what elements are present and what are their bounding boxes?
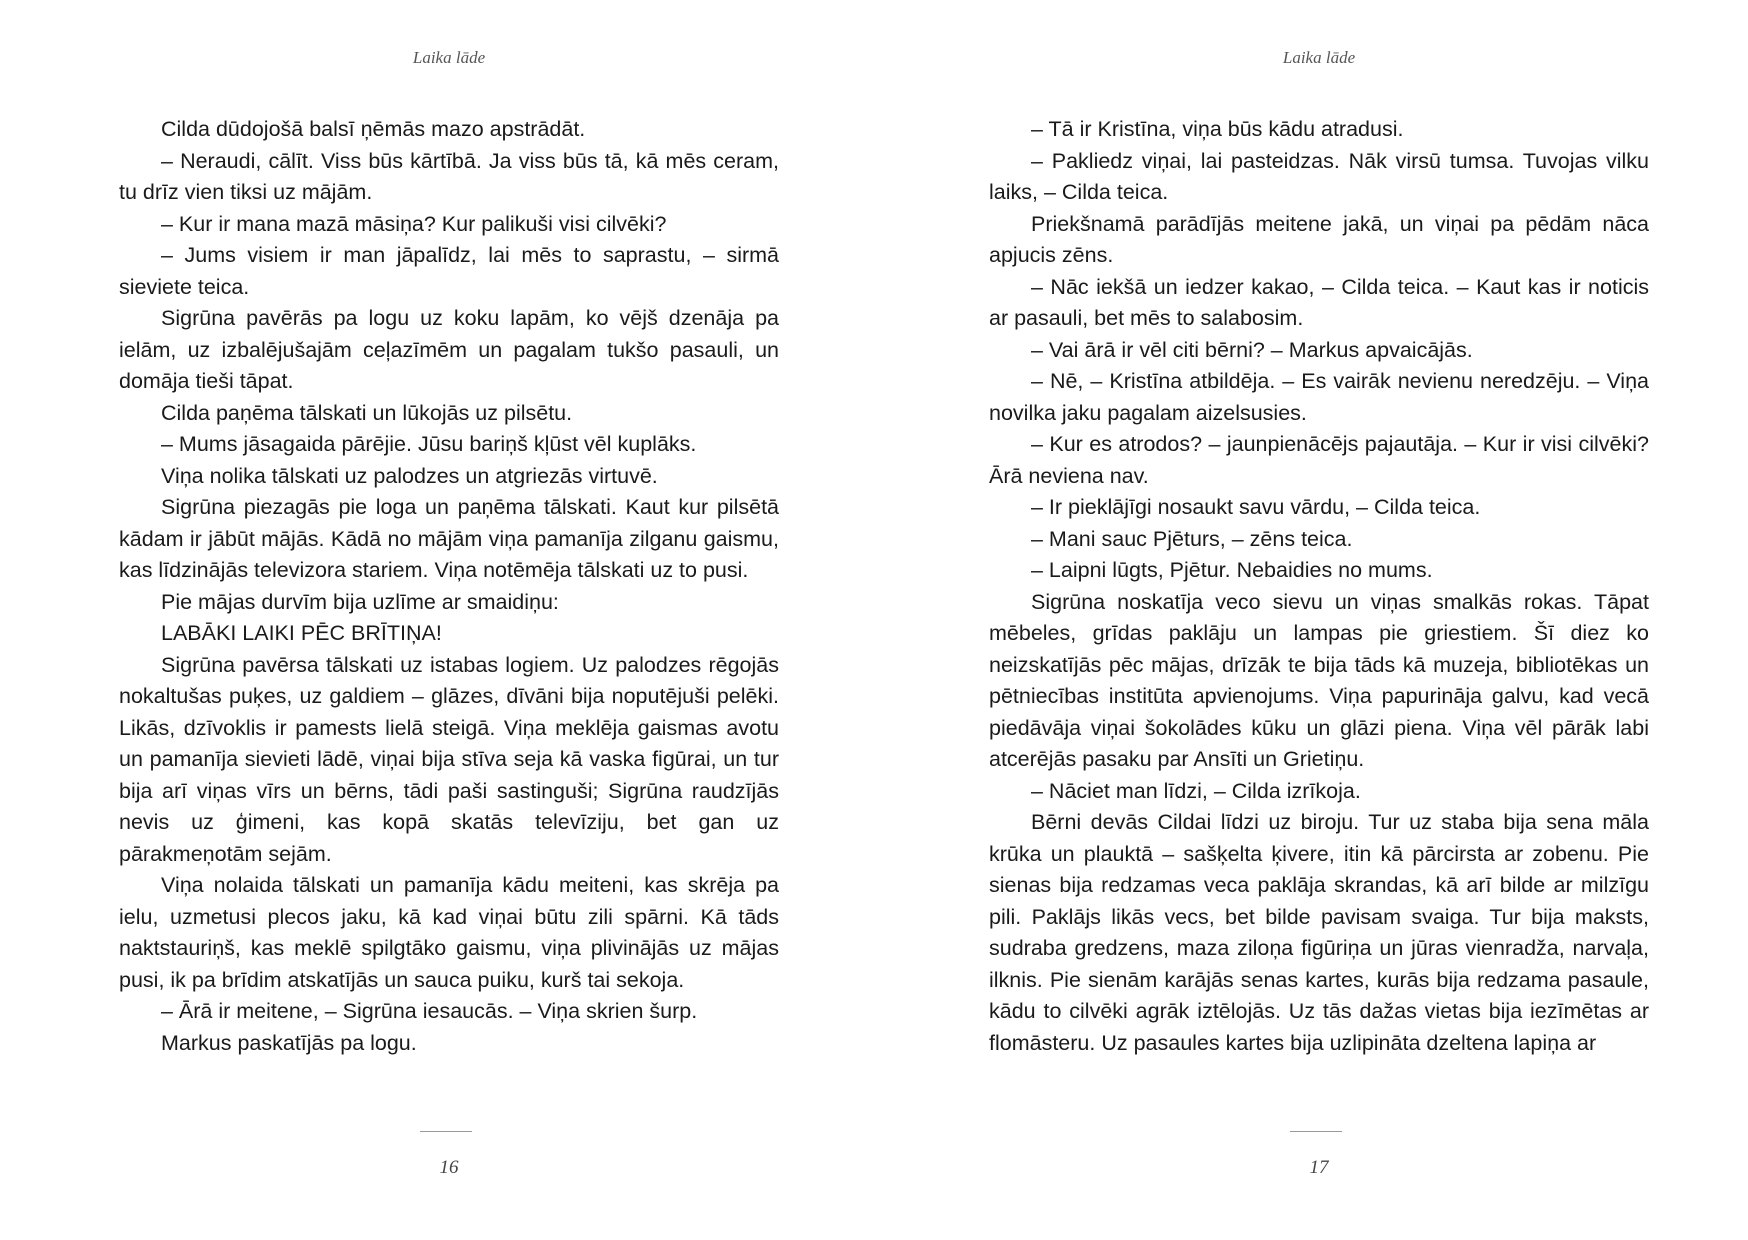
paragraph: – Ārā ir meitene, – Sigrūna iesaucās. – Viņa skrien šurp. [161,999,698,1023]
paragraph: – Nāciet man līdzi, – Cilda izrīkoja. [1031,778,1361,803]
paragraph: – Kur ir mana mazā māsiņa? Kur palikuši visi cilvēki? [161,211,667,236]
paragraph: – Ir pieklājīgi nosaukt savu vārdu, – Cilda teica. [1031,495,1481,519]
paragraph: – Pakliedz viņai, lai pasteidzas. Nāk virsū tumsa. Tuvojas vilku laiks, – Cilda teica. [989,148,1649,204]
paragraph: – Nē, – Kristīna atbildēja. – Es vairāk nevienu neredzēju. – Viņa novilka jaku pagalam aizelsusies. [989,369,1649,425]
paragraph: – Laipni lūgts, Pjētur. Nebaidies no mums. [1031,558,1433,582]
paragraph: – Mani sauc Pjēturs, – zēns teica. [1031,526,1353,551]
paragraph: – Mums jāsagaida pārējie. Jūsu bariņš kļūst vēl kuplāks. [161,432,697,456]
paragraph: Pie mājas durvīm bija uzlīme ar smaidiņu: [161,589,559,614]
folio-rule [420,1131,472,1132]
paragraph: – Tā ir Kristīna, viņa būs kādu atradusi. [1031,117,1404,141]
paragraph: – Neraudi, cālīt. Viss būs kārtībā. Ja viss būs tā, kā mēs ceram, tu drīz vien tiksi uz mājām. [119,148,779,204]
folio-rule [1290,1131,1342,1132]
paragraph: Viņa nolika tālskati uz palodzes un atgriezās virtuvē. [161,463,658,488]
paragraph: Sigrūna piezagās pie loga un paņēma tālskati. Kaut kur pilsētā kādam ir jābūt mājās. Kādā no mājām viņa pamanīja zilganu gaismu, kas līdzinājās televizora stariem. Viņa notēmēja tālskati uz to pusi. [119,495,779,582]
running-head: Laika lāde [412,48,486,67]
paragraph: Cilda dūdojošā balsī ņēmās mazo apstrādāt. [161,117,586,141]
paragraph: – Vai ārā ir vēl citi bērni? – Markus apvaicājās. [1031,337,1473,362]
right-page [989,0,1649,1240]
sign-text: LABĀKI LAIKI PĒC BRĪTIŅA! [161,621,442,645]
paragraph: Sigrūna pavērās pa logu uz koku lapām, ko vējš dzenāja pa ielām, uz izbalējušajām ceļazīmēm un pagalam tukšo pasauli, un domāja tieši tāpat. [119,306,779,393]
page-number: 17 [1309,1157,1329,1178]
paragraph: Priekšnamā parādījās meitene jakā, un viņai pa pēdām nāca apjucis zēns. [989,211,1649,267]
left-page [119,0,779,1240]
paragraph: – Nāc iekšā un iedzer kakao, – Cilda teica. – Kaut kas ir noticis ar pasauli, bet mēs to salabosim. [989,274,1649,330]
paragraph: Markus paskatījās pa logu. [161,1030,417,1055]
paragraph: Viņa nolaida tālskati un pamanīja kādu meiteni, kas skrēja pa ielu, uzmetusi plecos jaku, kā kad viņai būtu zili spārni. Kā tāds naktstauriņš, kas meklē spilgtāko gaismu, viņa plivinājās uz mājas pusi, ik pa brīdim atskatījās un sauca puiku, kurš tai sekoja. [119,873,779,992]
paragraph: – Kur es atrodos? – jaunpienācējs pajautāja. – Kur ir visi cilvēki? Ārā neviena nav. [989,432,1649,488]
running-head: Laika lāde [1282,48,1356,67]
paragraph: Sigrūna noskatīja veco sievu un viņas smalkās rokas. Tāpat mēbeles, grīdas paklāju un lampas pie griestiem. Šī diez ko neizskatījās pēc mājas, drīzāk te bija tāds kā muzeja, bibliotēkas un pētniecības institūta apvienojums. Viņa papurināja galvu, kad vecā piedāvāja viņai šokolādes kūku un glāzi piena. Viņa vēl pārāk labi atcerējās pasaku par Ansīti un Grietiņu. [989,589,1649,771]
body-text [989,114,1649,1059]
page-number: 16 [439,1157,459,1178]
paragraph: – Jums visiem ir man jāpalīdz, lai mēs to saprastu, – sirmā sieviete teica. [119,243,779,299]
paragraph: Sigrūna pavērsa tālskati uz istabas logiem. Uz palodzes rēgojās nokaltušas puķes, uz galdiem – glāzes, dīvāni bija noputējuši pelēki. Likās, dzīvoklis ir pamests lielā steigā. Viņa meklēja gaismas avotu un pamanīja sievieti lādē, viņai bija stīva seja kā vaska figūrai, un tur bija arī viņas vīrs un bērns, tādi paši sastinguši; Sigrūna raudzījās nevis uz ģimeni, kas kopā skatās televīziju, bet gan uz pārakmeņotām sejām. [119,652,779,866]
paragraph: Bērni devās Cildai līdzi uz biroju. Tur uz staba bija sena māla krūka un plauktā – sašķelta ķivere, itin kā pārcirsta ar zobenu. Pie sienas bija redzamas veca paklāja skrandas, kā arī bilde ar milzīgu pili. Paklājs likās vecs, bet bilde pavisam svaiga. Tur bija maksts, sudraba gredzens, maza ziloņa figūriņa un jūras vienradža, narvaļa, ilknis. Pie sienām karājās senas kartes, kurās bija redzama pasaule, kādu to cilvēki agrāk iztēlojās. Uz tās dažas vietas bija iezīmētas ar flomāsteru. Uz pasaules kartes bija uzlipināta dzeltena lapiņa ar [989,810,1649,1055]
body-text [119,114,779,1059]
paragraph: Cilda paņēma tālskati un lūkojās uz pilsētu. [161,400,573,425]
